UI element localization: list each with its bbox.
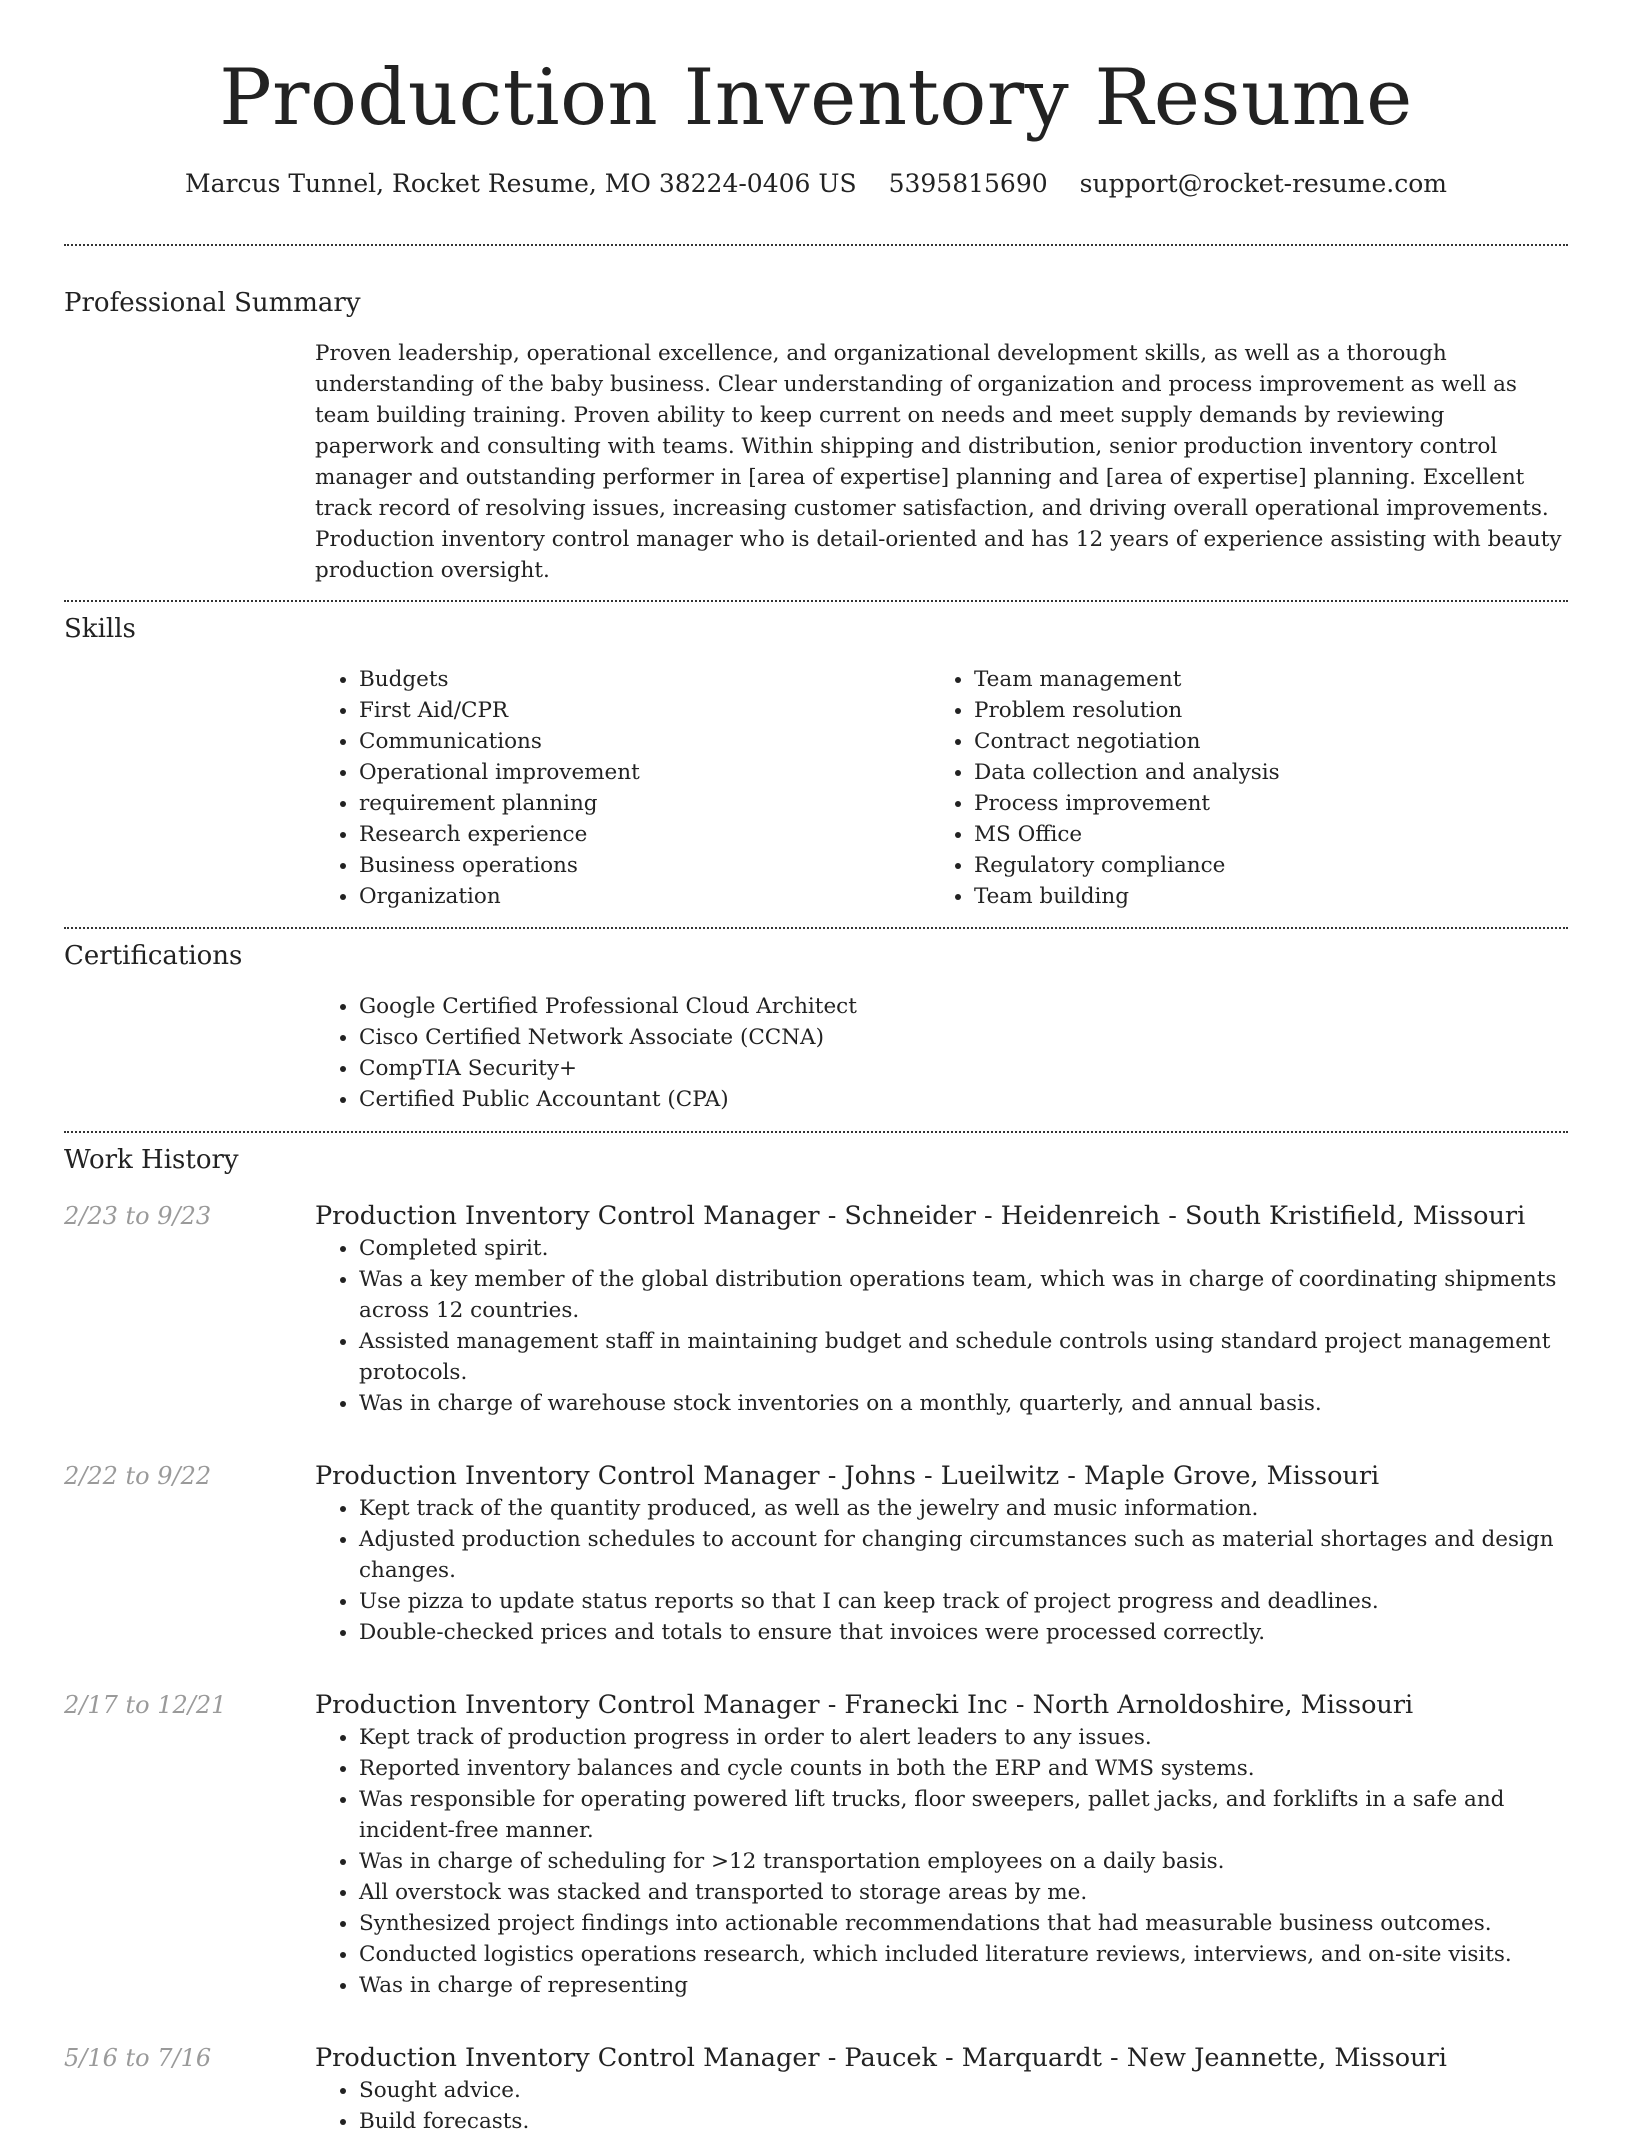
skill-item: • Research experience	[359, 819, 930, 850]
job-details	[315, 1199, 1568, 1419]
jobs-list	[64, 1199, 1568, 2137]
summary-section	[64, 286, 1568, 586]
job-bullet: • Build forecasts.	[359, 2106, 1568, 2137]
job-bullet: • Assisted management staff in maintaining budget and schedule controls using standard project management protocols.	[359, 1326, 1568, 1388]
certification-item: • Cisco Certified Network Associate (CCNA)	[359, 1022, 1568, 1053]
job-bullet: • Sought advice.	[359, 2075, 1568, 2106]
job-bullet: • Kept track of the quantity produced, as well as the jewelry and music information.	[359, 1493, 1568, 1524]
skill-item: • Regulatory compliance	[974, 850, 1545, 881]
job-bullet: • All overstock was stacked and transported to storage areas by me.	[359, 1877, 1568, 1908]
job-title: Production Inventory Control Manager - Paucek - Marquardt - New Jeannette, Missouri	[315, 2043, 1447, 2073]
section-divider	[64, 1131, 1568, 1133]
certifications-list	[315, 991, 1568, 1115]
resume-title: Production Inventory Resume	[219, 53, 1413, 143]
job-entry	[64, 1459, 1568, 1648]
job-bullet: • Conducted logistics operations research, which included literature reviews, interviews, and on-site visits.	[359, 1939, 1568, 1970]
job-details	[315, 1688, 1568, 2001]
section-divider	[64, 600, 1568, 602]
job-dates: 2/17 to 12/21	[64, 1691, 227, 1719]
job-bullet: • Was responsible for operating powered lift trucks, floor sweepers, pallet jacks, and forklifts in a safe and incident-free manner.	[359, 1784, 1568, 1846]
job-dates: 5/16 to 7/16	[64, 2044, 212, 2072]
job-bullet: • Was a key member of the global distribution operations team, which was in charge of coordinating shipments across 12 countries.	[359, 1264, 1568, 1326]
resume-page	[64, 0, 1568, 2137]
contact-phone: 5395815690	[888, 169, 1048, 198]
job-bullet: • Synthesized project findings into actionable recommendations that had measurable business outcomes.	[359, 1908, 1568, 1939]
job-title: Production Inventory Control Manager - Schneider - Heidenreich - South Kristifield, Missouri	[315, 1201, 1526, 1231]
job-entry	[64, 1199, 1568, 1419]
skill-item: • Data collection and analysis	[974, 757, 1545, 788]
job-bullet: • Was in charge of representing	[359, 1970, 1568, 2001]
skill-item: • Organization	[359, 881, 930, 912]
job-bullet-list	[315, 1233, 1568, 1419]
skill-item: • Contract negotiation	[974, 726, 1545, 757]
job-bullet-list	[315, 2075, 1568, 2137]
summary-heading: Professional Summary	[64, 288, 361, 318]
certification-item: • CompTIA Security+	[359, 1053, 1568, 1084]
job-entry	[64, 1688, 1568, 2001]
contact-address: Marcus Tunnel, Rocket Resume, MO 38224-0406 US	[185, 169, 857, 198]
skill-item: • First Aid/CPR	[359, 695, 930, 726]
job-bullet-list	[315, 1722, 1568, 2001]
job-bullet: • Adjusted production schedules to account for changing circumstances such as material shortages and design changes.	[359, 1524, 1568, 1586]
job-bullet: • Was in charge of warehouse stock inventories on a monthly, quarterly, and annual basis.	[359, 1388, 1568, 1419]
job-bullet: • Reported inventory balances and cycle counts in both the ERP and WMS systems.	[359, 1753, 1568, 1784]
certification-item: • Google Certified Professional Cloud Architect	[359, 991, 1568, 1022]
skill-item: • Communications	[359, 726, 930, 757]
skill-item: • MS Office	[974, 819, 1545, 850]
skill-item: • Business operations	[359, 850, 930, 881]
skills-column-right	[930, 664, 1545, 912]
job-title: Production Inventory Control Manager - Franecki Inc - North Arnoldoshire, Missouri	[315, 1690, 1414, 1720]
job-bullet: • Double-checked prices and totals to ensure that invoices were processed correctly.	[359, 1617, 1568, 1648]
section-divider	[64, 927, 1568, 929]
skill-item: • Problem resolution	[974, 695, 1545, 726]
skills-heading: Skills	[64, 614, 136, 644]
job-bullet-list	[315, 1493, 1568, 1648]
work-history-section	[64, 1143, 1568, 2137]
skill-item: • Team building	[974, 881, 1545, 912]
job-bullet: • Kept track of production progress in order to alert leaders to any issues.	[359, 1722, 1568, 1753]
job-dates: 2/23 to 9/23	[64, 1202, 212, 1230]
job-bullet: • Use pizza to update status reports so that I can keep track of project progress and deadlines.	[359, 1586, 1568, 1617]
skill-item: • Process improvement	[974, 788, 1545, 819]
section-divider	[64, 244, 1568, 246]
work-history-heading: Work History	[64, 1145, 239, 1175]
certifications-section	[64, 939, 1568, 1115]
summary-body	[315, 338, 1568, 586]
job-title: Production Inventory Control Manager - Johns - Lueilwitz - Maple Grove, Missouri	[315, 1461, 1380, 1491]
skill-item: • requirement planning	[359, 788, 930, 819]
job-bullet: • Completed spirit.	[359, 1233, 1568, 1264]
job-bullet: • Was in charge of scheduling for >12 transportation employees on a daily basis.	[359, 1846, 1568, 1877]
job-dates: 2/22 to 9/22	[64, 1462, 212, 1490]
skills-list	[315, 664, 1568, 912]
skill-item: • Team management	[974, 664, 1545, 695]
job-details	[315, 2041, 1568, 2137]
contact-email: support@rocket-resume.com	[1079, 169, 1447, 198]
certification-item: • Certified Public Accountant (CPA)	[359, 1084, 1568, 1115]
job-entry	[64, 2041, 1568, 2137]
certifications-heading: Certifications	[64, 941, 243, 971]
job-details	[315, 1459, 1568, 1648]
skills-column-left	[315, 664, 930, 912]
skill-item: • Budgets	[359, 664, 930, 695]
summary-text: Proven leadership, operational excellence, and organizational development skills, as well as a thorough understanding of the baby business. Clear understanding of organization and process improvement as well as team building training. Proven ability to keep current on needs and meet supply demands by reviewing paperwork and consulting with teams. Within shipping and distribution, senior production inventory control manager and outstanding performer in [area of expertise] planning and [area of expertise] planning. Excellent track record of resolving issues, increasing customer satisfaction, and driving overall operational improvements. Production inventory control manager who is detail-oriented and has 12 years of experience assisting with beauty production oversight.	[315, 341, 1562, 583]
skill-item: • Operational improvement	[359, 757, 930, 788]
skills-section	[64, 612, 1568, 912]
contact-line	[64, 168, 1568, 200]
